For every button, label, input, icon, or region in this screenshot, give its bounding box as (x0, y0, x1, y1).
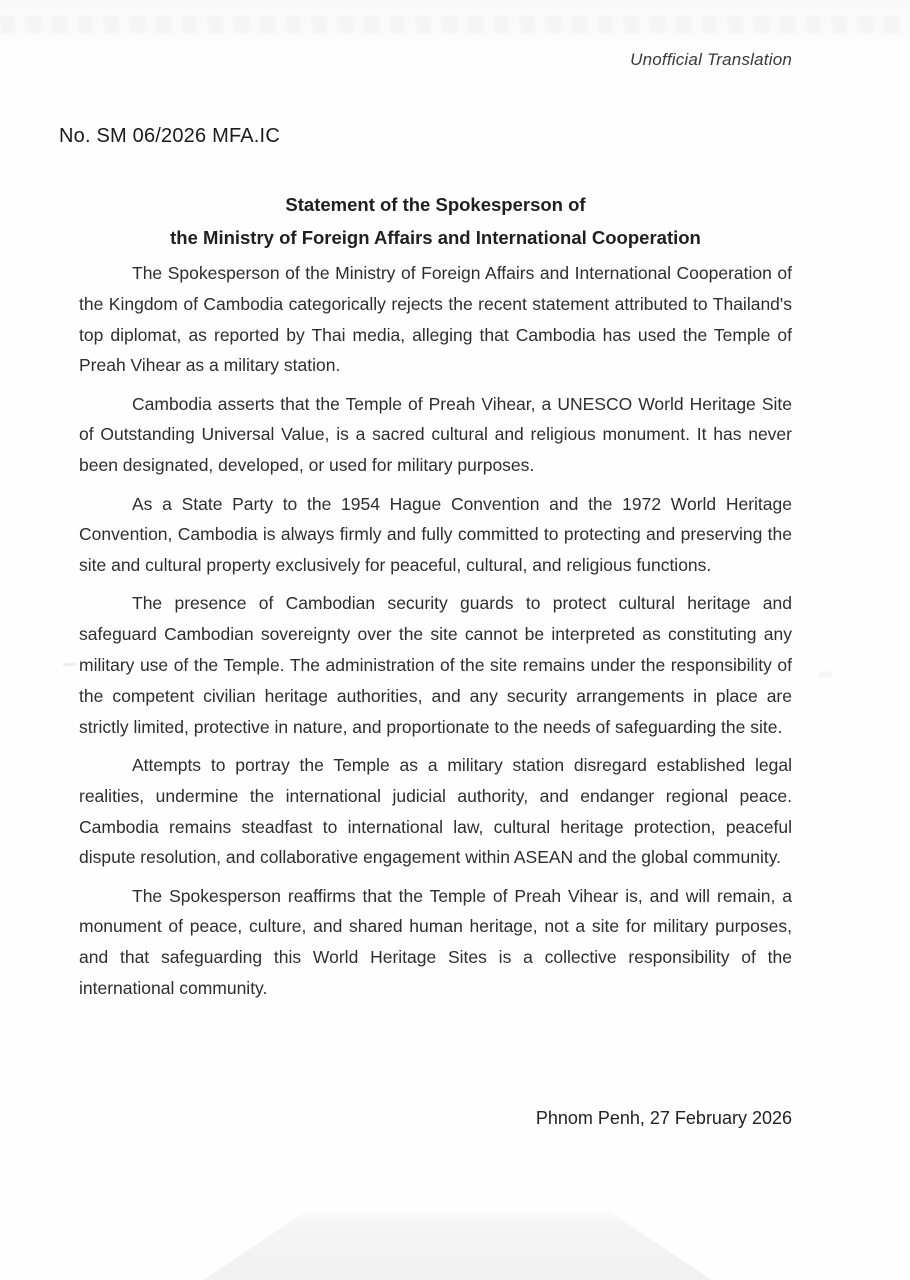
title-line-1: Statement of the Spokesperson of (285, 194, 586, 215)
paragraph-4: The presence of Cambodian security guards to protect cultural heritage and safeguard Cambodian sovereignty over the site cannot be interpreted as constituting any military use of the Temple. The administration of the site remains under the responsibility of the competent civilian heritage authorities, and any security arrangements in place are strictly limited, protective in nature, and proportionate to the needs of safeguarding the site. (79, 593, 792, 737)
paragraph-1: The Spokesperson of the Ministry of Foreign Affairs and International Cooperation of the Kingdom of Cambodia categorically rejects the recent statement attributed to Thailand's top diplomat, as reported by Thai media, alleging that Cambodia has used the Temple of Preah Vihear as a military station. (79, 263, 792, 376)
paragraph-6: The Spokesperson reaffirms that the Temple of Preah Vihear is, and will remain, a monument of peace, culture, and shared human heritage, not a site for military purposes, and that safeguarding this World Heritage Sites is a collective responsibility of the international community. (79, 885, 792, 999)
scan-shadow-bottom (185, 1212, 730, 1280)
paragraph-3: As a State Party to the 1954 Hague Convention and the 1972 World Heritage Convention, Cambodia is always firmly and fully committed to protecting and preserving the site and cultural property exclusively for peaceful, cultural, and religious functions. (79, 493, 792, 576)
paragraph-2: Cambodia asserts that the Temple of Preah Vihear, a UNESCO World Heritage Site of Outstanding Universal Value, is a sacred cultural and religious monument. It has never been designated, developed, or used for military purposes. (79, 393, 792, 476)
dateline: Phnom Penh, 27 February 2026 (535, 1108, 792, 1128)
document-body (79, 258, 792, 1011)
title-line-2: the Ministry of Foreign Affairs and International Cooperation (170, 227, 701, 248)
document-title (79, 188, 792, 254)
paragraph-5: Attempts to portray the Temple as a military station disregard established legal realities, undermine the international judicial authority, and endanger regional peace. Cambodia remains steadfast to international law, cultural heritage protection, peaceful dispute resolution, and collaborative engagement within ASEAN and the global community. (79, 754, 792, 868)
translation-note: Unofficial Translation (630, 50, 792, 69)
scan-artifact-right (818, 671, 833, 678)
scan-artifact-left (63, 662, 76, 666)
reference-number: No. SM 06/2026 MFA.IC (59, 125, 280, 147)
scan-artifact-top (0, 16, 910, 34)
